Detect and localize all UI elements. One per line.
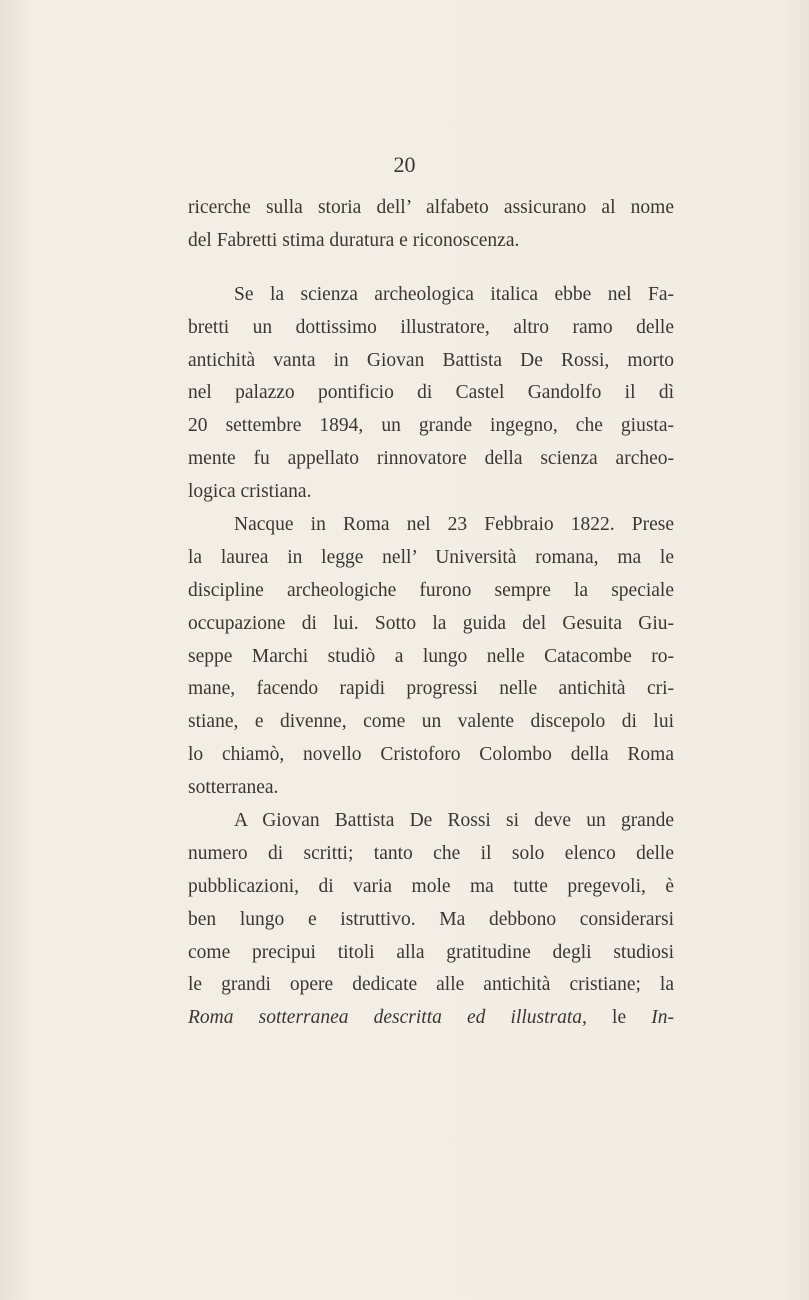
italic-title-start: In- (651, 1007, 674, 1029)
text-line: Nacque in Roma nel 23 Febbraio 1822. Prese (234, 514, 674, 536)
text-line: logica cristiana. (188, 481, 312, 503)
text-fragment: le (586, 1007, 652, 1029)
text-line: antichità vanta in Giovan Battista De Rossi, morto (188, 349, 674, 371)
text-line: come precipui titoli alla gratitudine degli studiosi (188, 941, 674, 963)
text-line: del Fabretti stima duratura e riconoscenza. (188, 229, 520, 251)
text-line: sotterranea. (188, 777, 279, 799)
text-line: stiane, e divenne, come un valente discepolo di lui (188, 711, 674, 733)
text-line: nel palazzo pontificio di Castel Gandolfo il dì (188, 382, 674, 404)
text-line: numero di scritti; tanto che il solo elenco delle (188, 842, 674, 864)
paragraph-gap (188, 258, 674, 279)
text-line: mane, facendo rapidi progressi nelle antichità cri- (188, 678, 674, 700)
text-line: ben lungo e istruttivo. Ma debbono considerarsi (188, 908, 674, 930)
text-line: ricerche sulla storia dell’ alfabeto assicurano al nome (188, 197, 674, 218)
text-line: occupazione di lui. Sotto la guida del Gesuita Giu- (188, 612, 674, 634)
text-line: bretti un dottissimo illustratore, altro ramo delle (188, 316, 674, 338)
text-line: discipline archeologiche furono sempre la speciale (188, 579, 674, 601)
text-line: Se la scienza archeologica italica ebbe nel Fa- (234, 283, 674, 305)
text-line: lo chiamò, novello Cristoforo Colombo della Roma (188, 744, 674, 766)
text-line: mente fu appellato rinnovatore della scienza archeo- (188, 448, 674, 470)
text-line: seppe Marchi studiò a lungo nelle Catacombe ro- (188, 645, 674, 667)
page-number: 20 (393, 152, 416, 177)
italic-title: Roma sotterranea descritta ed illustrata, (188, 1007, 587, 1029)
body-text (188, 192, 674, 1035)
text-line: pubblicazioni, di varia mole ma tutte pregevoli, è (188, 875, 674, 897)
text-line (188, 1002, 674, 1035)
text-line: 20 settembre 1894, un grande ingegno, che giusta- (188, 415, 674, 437)
text-line: la laurea in legge nell’ Università romana, ma le (188, 546, 674, 568)
text-line: le grandi opere dedicate alle antichità cristiane; la (188, 974, 674, 996)
text-line: A Giovan Battista De Rossi si deve un grande (234, 810, 674, 832)
